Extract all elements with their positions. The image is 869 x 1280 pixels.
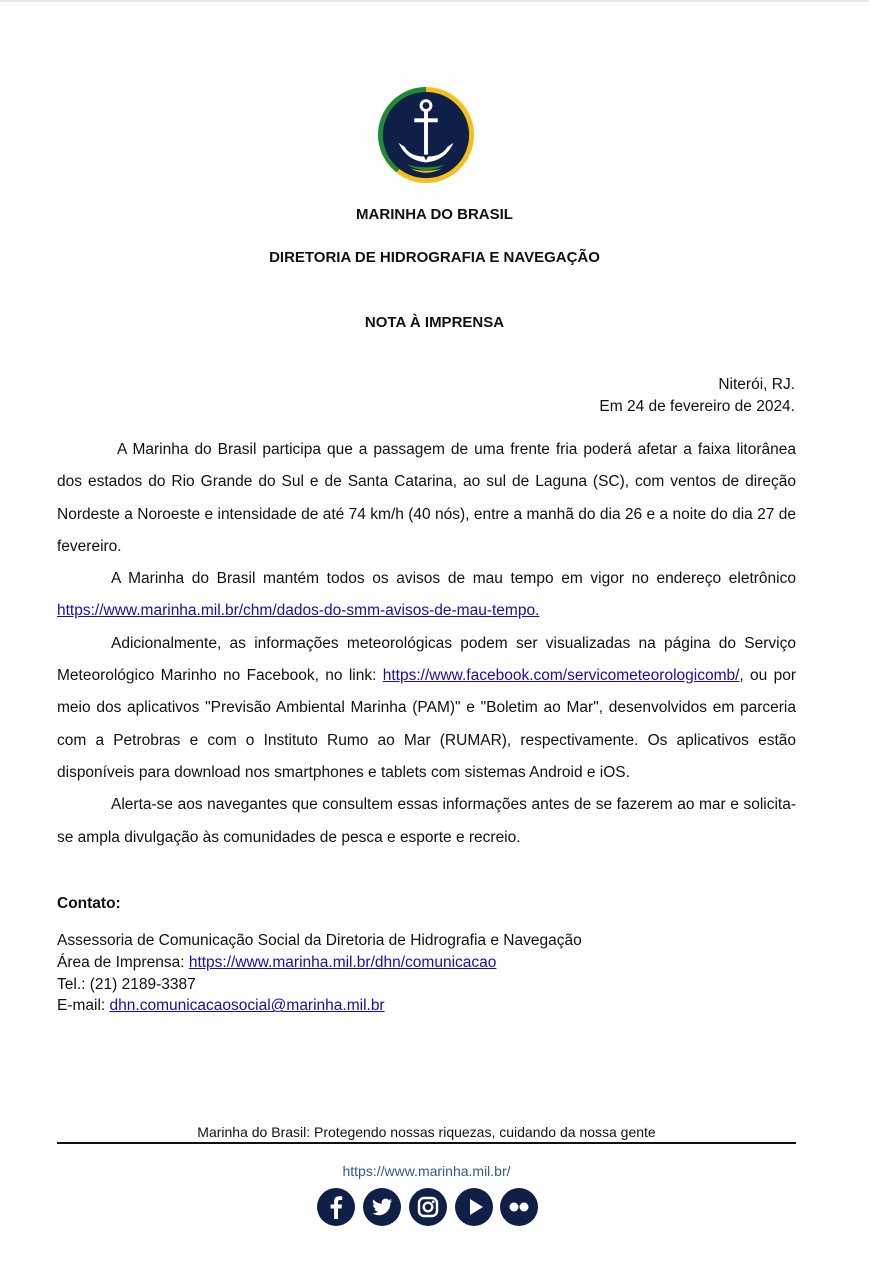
page-top-edge	[0, 0, 869, 2]
paragraph-3-after: , ou por meio dos aplicativos "Previsão Ambiental Marinha (PAM)" e "Boletim ao Mar", desenvolvidos em parceria com a Petrobras e com o Instituto Rumo ao Mar (RUMAR), respectivamente. Os aplicativos estão disponíveis para download nos smartphones e tablets com sistemas Android e iOS.	[57, 667, 797, 781]
press-area-link[interactable]: https://www.marinha.mil.br/dhn/comunicacao	[188, 953, 497, 971]
dateline-place: Niterói, RJ.	[718, 376, 795, 393]
facebook-link[interactable]: https://www.facebook.com/servicometeorologicomb/	[382, 667, 740, 685]
dateline-date: Em 24 de fevereiro de 2024.	[599, 398, 795, 415]
instagram-icon[interactable]	[409, 1188, 447, 1226]
contact-email-line	[57, 995, 582, 1017]
contact-block	[57, 930, 582, 1017]
org-title: MARINHA DO BRASIL	[356, 206, 513, 223]
contact-title: Contato:	[57, 895, 121, 912]
footer-slogan: Marinha do Brasil: Protegendo nossas riquezas, cuidando da nossa gente	[197, 1124, 656, 1140]
marinha-logo	[377, 86, 475, 184]
contact-press-area	[57, 952, 582, 974]
twitter-icon[interactable]	[363, 1188, 401, 1226]
paragraph-3-before: Adicionalmente, as informações meteorológicas podem ser visualizadas na página do Serviço Meteorológico Marinho no Facebook, no link:	[57, 634, 796, 685]
weather-warnings-link[interactable]: https://www.marinha.mil.br/chm/dados-do-smm-avisos-de-mau-tempo.	[57, 602, 540, 620]
press-release-body	[57, 434, 796, 854]
youtube-icon[interactable]	[455, 1188, 493, 1226]
paragraph-2-text: A Marinha do Brasil mantém todos os avisos de mau tempo em vigor no endereço eletrônico	[111, 570, 796, 588]
contact-department: Assessoria de Comunicação Social da Diretoria de Hidrografia e Navegação	[57, 932, 582, 949]
paragraph-2	[57, 563, 796, 628]
contact-phone: Tel.: (21) 2189-3387	[57, 975, 196, 993]
paragraph-1: A Marinha do Brasil participa que a passagem de uma frente fria poderá afetar a faixa litorânea dos estados do Rio Grande do Sul e de Santa Catarina, ao sul de Laguna (SC), com ventos de direção Nordeste a Noroeste e intensidade de até 74 km/h (40 nós), entre a manhã do dia 26 e a noite do dia 27 de fevereiro.	[57, 441, 796, 555]
paragraph-3	[57, 628, 796, 789]
doc-type-title: NOTA À IMPRENSA	[364, 314, 505, 331]
email-link[interactable]: dhn.comunicacaosocial@marinha.mil.br	[109, 997, 385, 1015]
directorate-title: DIRETORIA DE HIDROGRAFIA E NAVEGAÇÃO	[269, 249, 600, 266]
paragraph-4: Alerta-se aos navegantes que consultem essas informações antes de se fazerem ao mar e solicita-se ampla divulgação às comunidades de pesca e esporte e recreio.	[57, 796, 796, 846]
facebook-icon[interactable]	[317, 1188, 355, 1226]
footer-divider	[57, 1142, 796, 1144]
flickr-icon[interactable]	[500, 1188, 538, 1226]
press-area-label: Área de Imprensa:	[57, 953, 189, 971]
footer-url[interactable]: https://www.marinha.mil.br/	[342, 1163, 511, 1179]
email-label: E-mail:	[57, 997, 110, 1015]
